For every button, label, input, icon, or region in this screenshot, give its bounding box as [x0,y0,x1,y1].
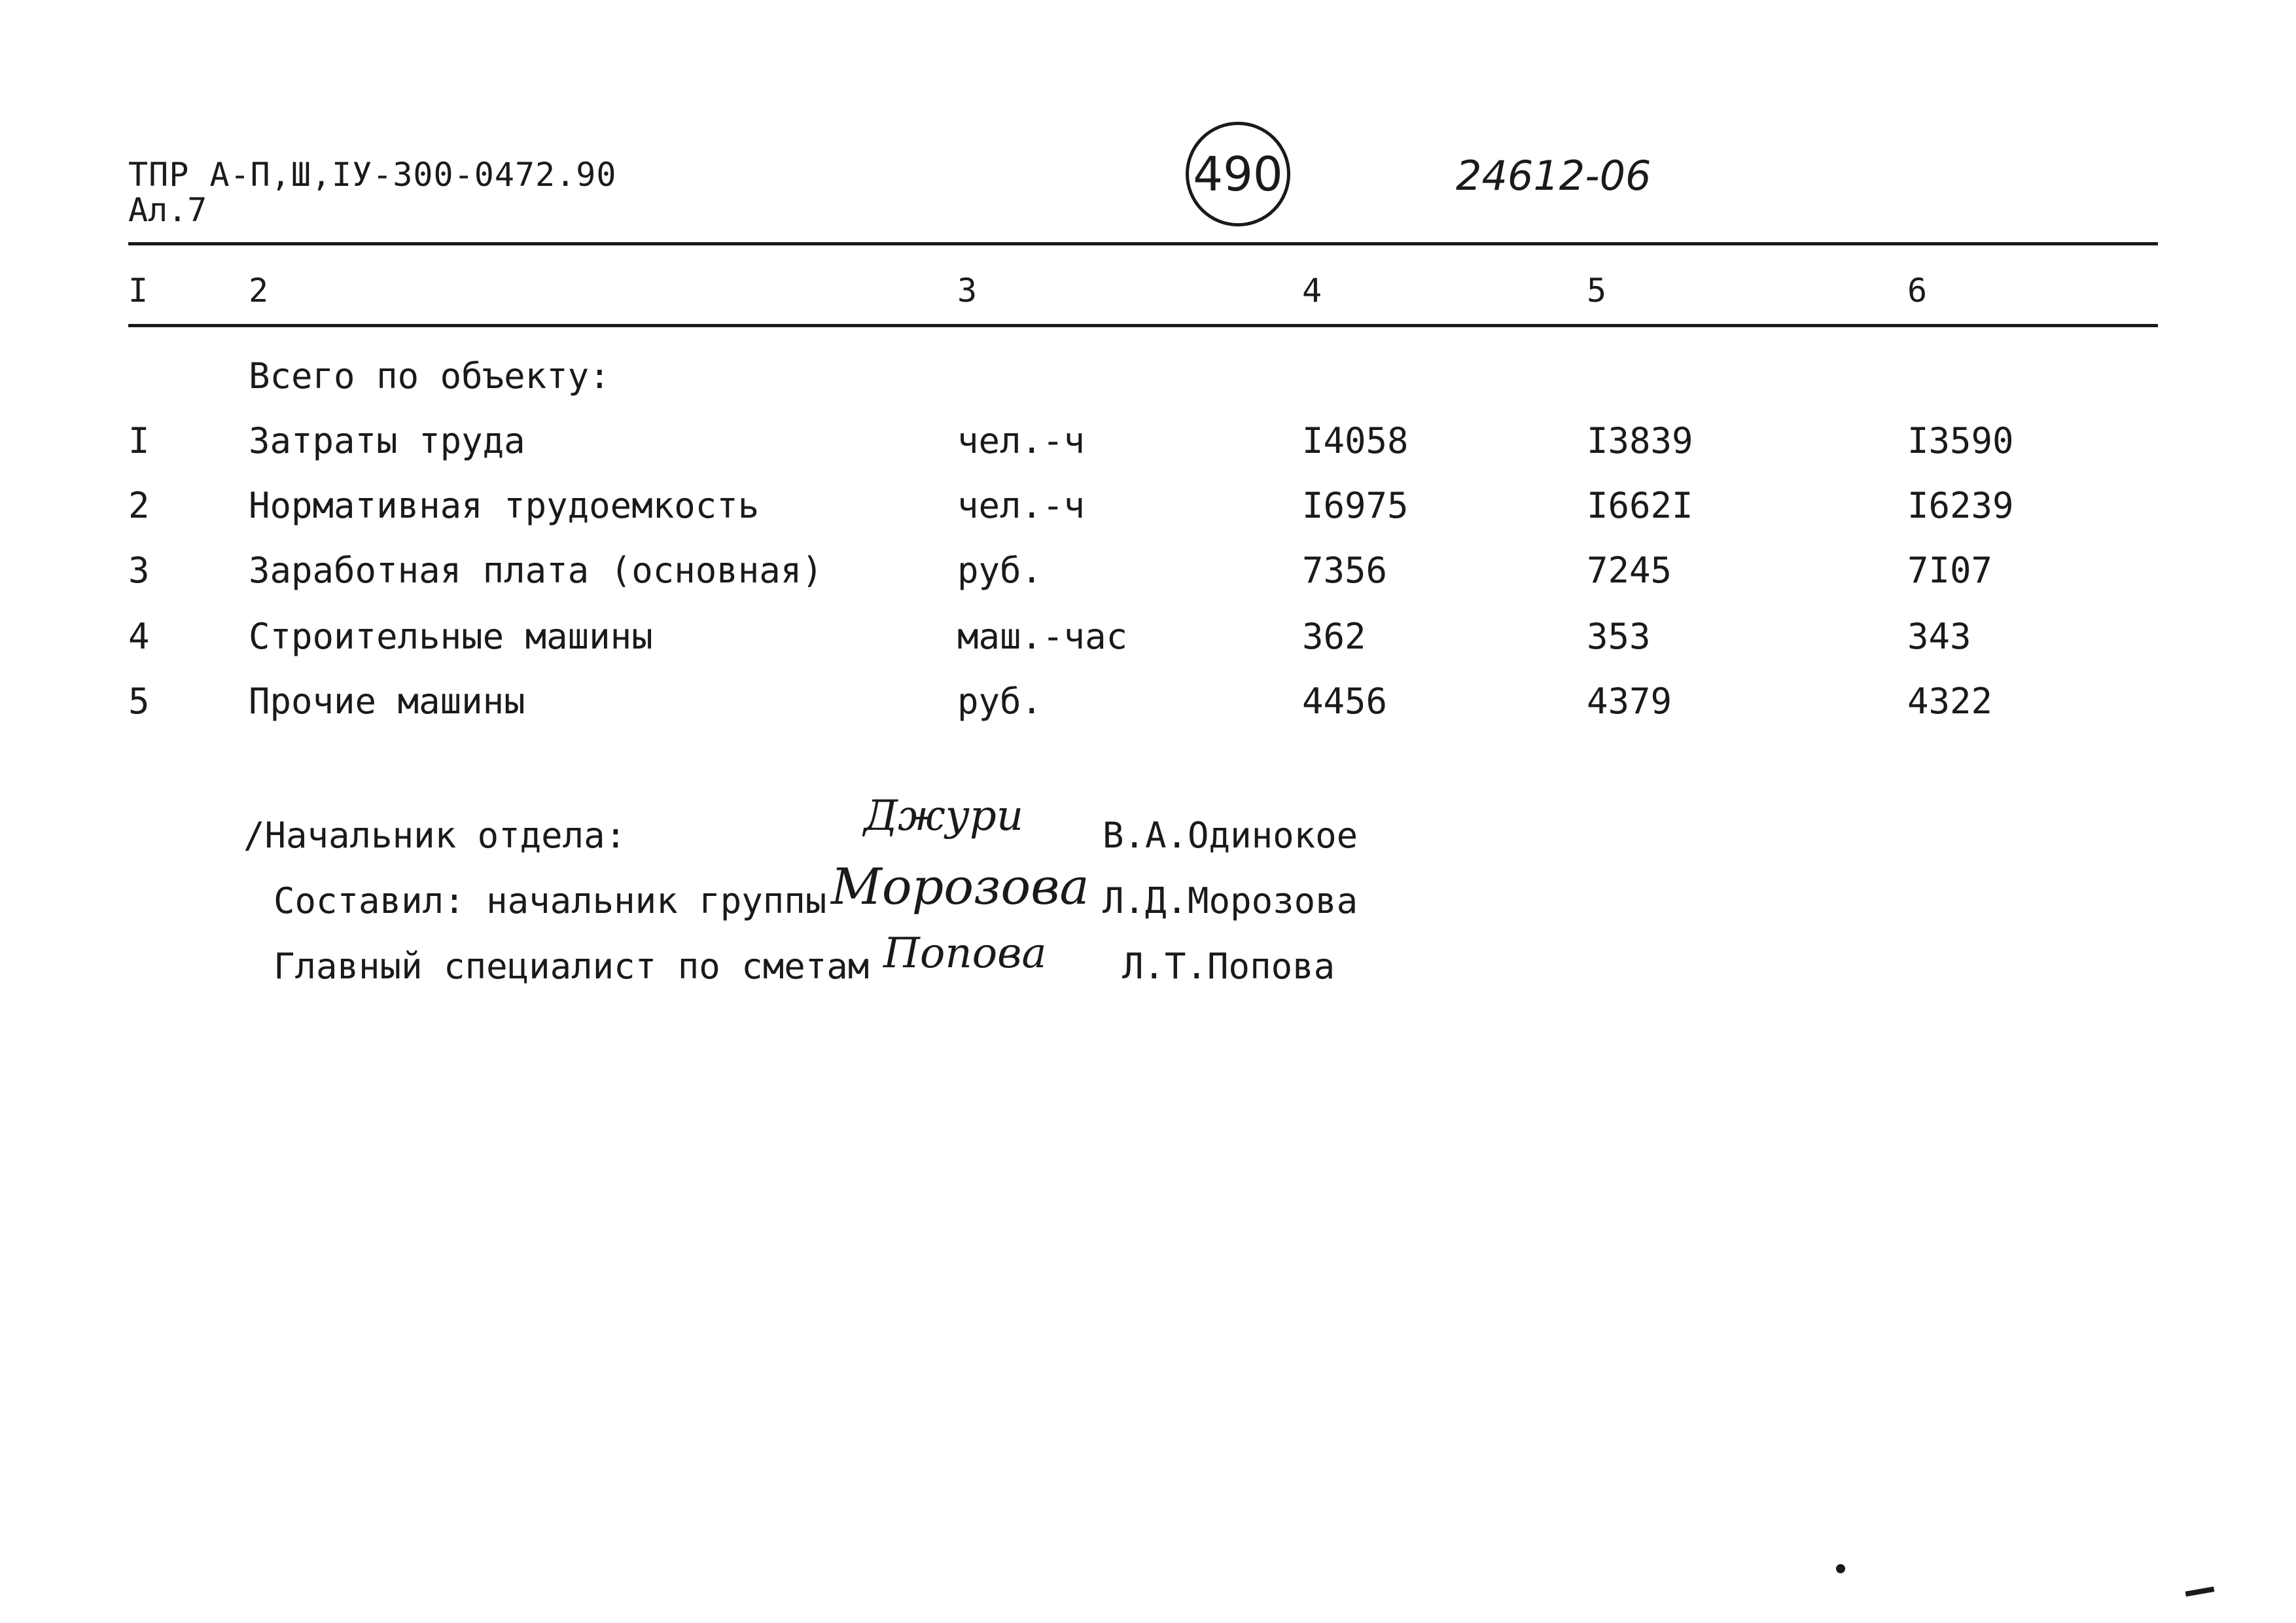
row-name: Прочие машины [249,681,525,722]
document-code: ТПР А-П,Ш,IУ-300-0472.90 [128,156,617,194]
row-unit: чел.-ч [957,420,1086,461]
signature-role-1: /Начальник отдела: [243,815,627,856]
scan-mark [1836,1564,1845,1573]
column-header-3: 3 [957,272,978,310]
row-value-4: 4456 [1302,681,1388,722]
handwritten-signature-1: Джури [864,792,1024,840]
row-value-6: I6239 [1907,485,2014,526]
handwritten-signature-2: Морозова [831,857,1089,916]
row-value-5: 4379 [1587,681,1672,722]
sheet-label: Ал.7 [128,191,207,229]
signatory-name-3: Л.Т.Попова [1122,946,1335,987]
row-value-5: I3839 [1587,420,1693,461]
signatory-name-1: В.А.Одинокое [1103,815,1358,856]
row-unit: чел.-ч [957,485,1086,526]
section-title: Всего по объекту: [249,355,610,397]
page-number-circle [1186,122,1290,226]
row-unit: руб. [957,550,1043,591]
row-value-4: 362 [1302,616,1366,657]
signatory-name-2: Л.Д.Морозова [1103,880,1358,921]
row-number: 3 [128,550,150,591]
row-name: Затраты труда [249,420,525,461]
column-header-1: I [128,272,149,310]
column-header-5: 5 [1587,272,1607,310]
row-value-6: I3590 [1907,420,2014,461]
row-value-4: I4058 [1302,420,1409,461]
row-value-4: I6975 [1302,485,1409,526]
row-value-4: 7356 [1302,550,1388,591]
row-value-5: I662I [1587,485,1693,526]
scan-mark [2185,1586,2215,1597]
row-value-5: 353 [1587,616,1651,657]
row-name: Заработная плата (основная) [249,550,823,591]
column-header-4: 4 [1302,272,1322,310]
row-value-5: 7245 [1587,550,1672,591]
row-number: 5 [128,681,150,722]
row-number: I [128,420,150,461]
column-header-6: 6 [1907,272,1928,310]
row-name: Нормативная трудоемкость [249,485,760,526]
row-unit: маш.-час [957,616,1128,657]
signature-role-3: Главный специалист по сметам [274,946,870,987]
handwritten-signature-3: Попова [883,929,1047,978]
row-name: Строительные машины [249,616,653,657]
row-number: 4 [128,616,150,657]
column-header-2: 2 [249,272,269,310]
row-value-6: 4322 [1907,681,1993,722]
document-number: 24612-06 [1456,152,1651,200]
row-value-6: 343 [1907,616,1971,657]
header-rule-top [128,242,2158,245]
signature-role-2: Составил: начальник группы [274,880,827,921]
row-number: 2 [128,485,150,526]
header-rule-bottom [128,324,2158,327]
page-number: 490 [1193,147,1283,202]
row-unit: руб. [957,681,1043,722]
row-value-6: 7I07 [1907,550,1993,591]
